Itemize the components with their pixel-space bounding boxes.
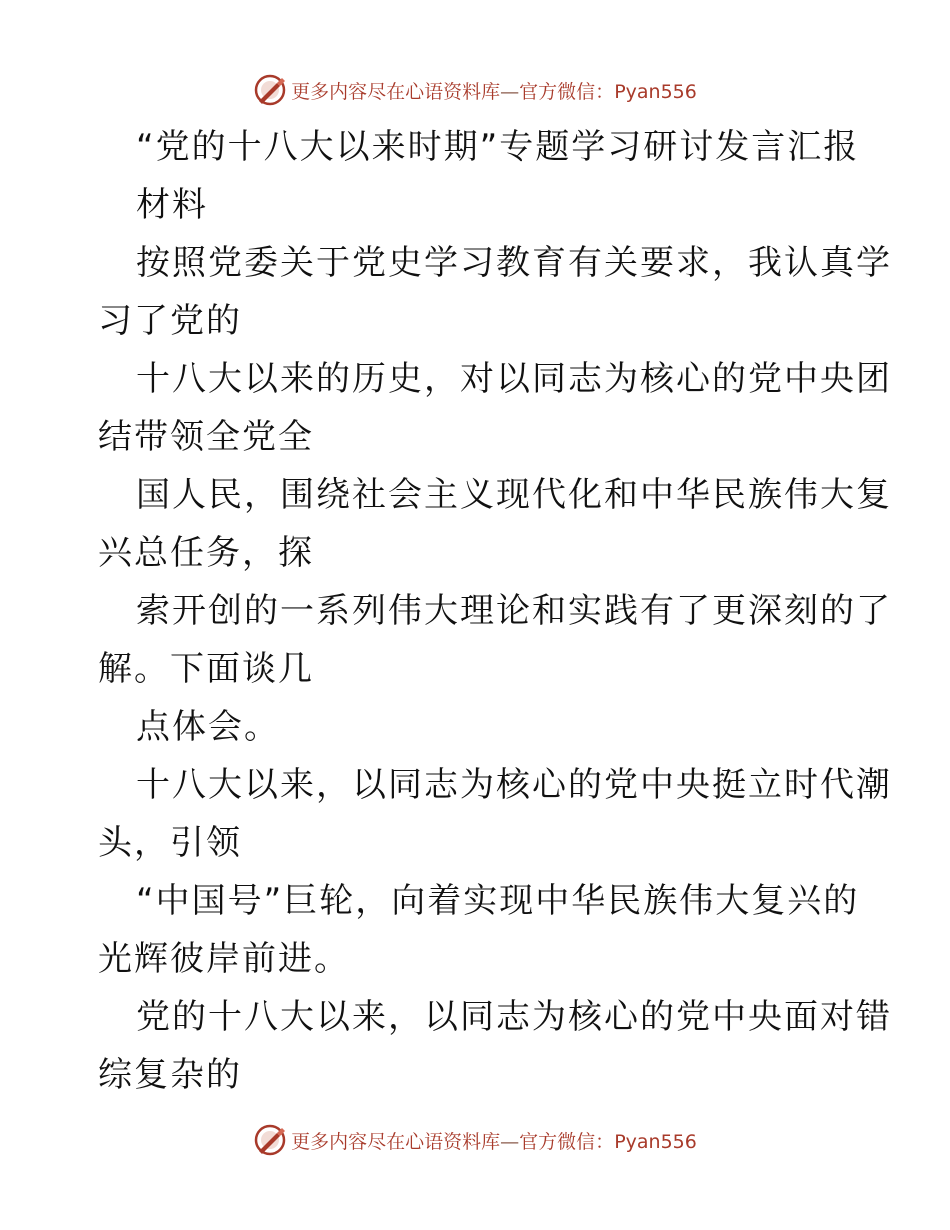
doc-line: 国人民，围绕社会主义现代化和中华民族伟大复	[136, 475, 892, 515]
doc-line: 党的十八大以来，以同志为核心的党中央面对错	[136, 997, 892, 1037]
doc-line: 十八大以来的历史，对以同志为核心的党中央团	[136, 359, 892, 399]
doc-line: 解。下面谈几	[98, 649, 314, 689]
doc-line: “中国号”巨轮，向着实现中华民族伟大复兴的	[136, 881, 860, 921]
pen-logo-icon	[253, 73, 287, 107]
footer-wechat-label: 官方微信：	[519, 1130, 615, 1153]
doc-line: 兴总任务，探	[98, 533, 314, 573]
header-banner	[0, 70, 950, 110]
footer-wechat-id: Pyan556	[614, 1130, 697, 1153]
header-banner-text	[291, 77, 697, 104]
doc-line: 光辉彼岸前进。	[98, 939, 350, 979]
footer-separator: —	[500, 1130, 520, 1153]
header-separator: —	[500, 80, 520, 103]
footer-site-text: 更多内容尽在心语资料库	[291, 1130, 501, 1153]
doc-line: 材料	[136, 185, 208, 225]
header-wechat-label: 官方微信：	[519, 80, 615, 103]
doc-line: 十八大以来，以同志为核心的党中央挺立时代潮	[136, 765, 892, 805]
footer-banner-text	[291, 1127, 697, 1154]
header-wechat-id: Pyan556	[614, 80, 697, 103]
footer-banner	[0, 1120, 950, 1160]
document-body	[98, 118, 892, 1104]
doc-line: 按照党委关于党史学习教育有关要求，我认真学	[136, 243, 892, 283]
doc-line: 习了党的	[98, 301, 242, 341]
doc-line: 点体会。	[136, 707, 280, 747]
doc-line: 索开创的一系列伟大理论和实践有了更深刻的了	[136, 591, 892, 631]
pen-logo-icon	[253, 1123, 287, 1157]
header-site-text: 更多内容尽在心语资料库	[291, 80, 501, 103]
doc-line: 综复杂的	[98, 1055, 242, 1095]
doc-line: 头，引领	[98, 823, 242, 863]
doc-line: 结带领全党全	[98, 417, 314, 457]
doc-line: “党的十八大以来时期”专题学习研讨发言汇报	[136, 127, 860, 167]
